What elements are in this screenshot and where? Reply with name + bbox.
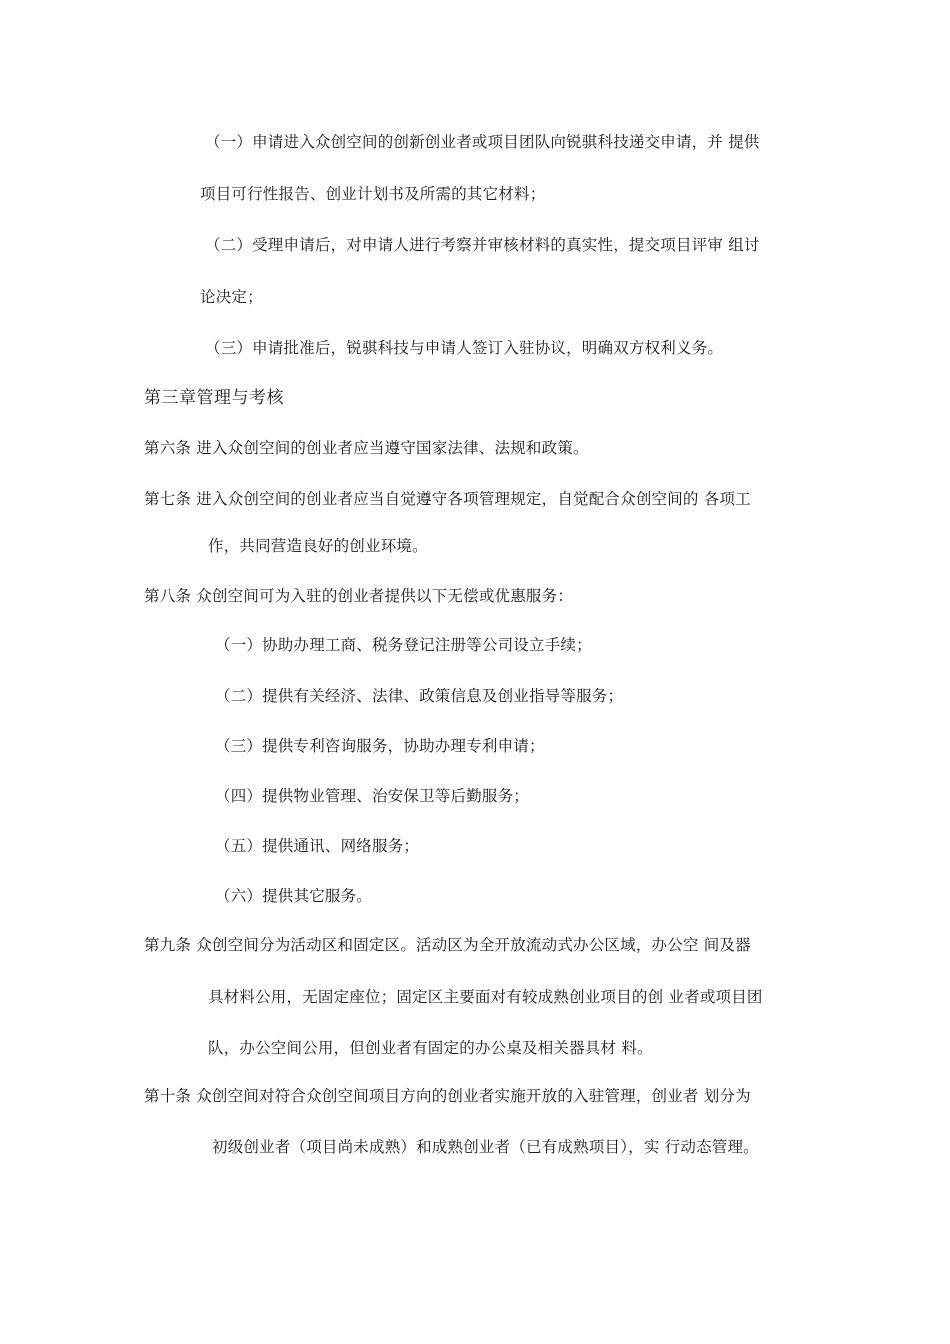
article-line: 第十条 众创空间对符合众创空间项目方向的创业者实施开放的入驻管理，创业者 划分为 <box>144 1087 751 1105</box>
list-item: （二）提供有关经济、法律、政策信息及创业指导等服务； <box>215 687 624 705</box>
article-line: 队，办公空间公用，但创业者有固定的办公桌及相关器具材 料。 <box>208 1039 653 1057</box>
list-item: （六）提供其它服务。 <box>215 887 373 905</box>
article-line: 具材料公用，无固定座位；固定区主要面对有较成熟创业项目的创 业者或项目团 <box>208 988 763 1006</box>
article-line: 第七条 进入众创空间的创业者应当自觉遵守各项管理规定，自觉配合众创空间的 各项工 <box>144 490 751 508</box>
list-item: （四）提供物业管理、治安保卫等后勤服务； <box>215 787 530 805</box>
paragraph-line: （二）受理申请后，对申请人进行考察并审核材料的真实性，提交项目评审 组讨 <box>205 236 760 254</box>
list-item: （三）提供专利咨询服务，协助办理专利申请； <box>215 737 545 755</box>
article-line: 第八条 众创空间可为入驻的创业者提供以下无偿或优惠服务： <box>144 587 574 605</box>
article-line: 作，共同营造良好的创业环境。 <box>208 537 428 555</box>
paragraph-line: （一）申请进入众创空间的创新创业者或项目团队向锐骐科技递交申请，并 提供 <box>205 133 760 151</box>
paragraph-line: 论决定； <box>200 288 263 306</box>
paragraph-line: （三）申请批准后，锐骐科技与申请人签订入驻协议，明确双方权利义务。 <box>205 339 724 357</box>
article-line: 第六条 进入众创空间的创业者应当遵守国家法律、法规和政策。 <box>144 439 589 457</box>
list-item: （一）协助办理工商、税务登记注册等公司设立手续； <box>215 636 592 654</box>
article-line: 第九条 众创空间分为活动区和固定区。活动区为全开放流动式办公区域，办公空 间及器 <box>144 936 751 954</box>
paragraph-line: 项目可行性报告、创业计划书及所需的其它材料； <box>200 185 546 203</box>
article-line: 初级创业者（项目尚未成熟）和成熟创业者（已有成熟项目），实 行动态管理。 <box>212 1138 759 1156</box>
chapter-heading: 第三章管理与考核 <box>144 388 284 408</box>
list-item: （五）提供通讯、网络服务； <box>215 837 420 855</box>
